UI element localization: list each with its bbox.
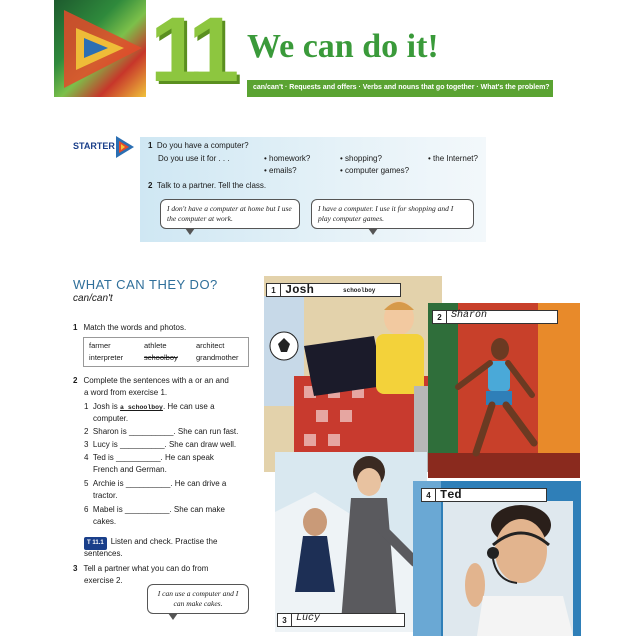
speech-tail — [168, 613, 178, 620]
photo-number: 2 — [433, 311, 447, 324]
exercise-1-text: Match the words and photos. — [83, 323, 187, 332]
sentence-text: Archie is — [92, 479, 126, 488]
photo-name: Josh — [285, 283, 314, 297]
photo-number: 3 — [278, 614, 292, 627]
option-internet: • the Internet? — [428, 154, 478, 163]
word-interpreter: interpreter — [89, 353, 124, 362]
photo-label-4 — [421, 488, 547, 502]
sentence-answer: a schoolboy — [120, 404, 163, 411]
starter-arrow-icon — [114, 134, 136, 160]
starter-q2-text: Talk to a partner. Tell the class. — [156, 181, 267, 190]
sentence-text: . He can use a — [162, 402, 215, 411]
photo-number: 1 — [267, 284, 281, 297]
sentence-6-cont: cakes. — [93, 517, 117, 526]
sentence-text: Ted is — [92, 453, 117, 462]
sentence-4-cont: French and German. — [93, 465, 167, 474]
exercise-3-line1: Tell a partner what you can do from — [83, 564, 209, 573]
sentence-text: Josh is — [92, 402, 121, 411]
speech-bubble-1 — [160, 199, 300, 229]
audio-track-badge[interactable]: T 11.1 — [84, 537, 107, 550]
word-schoolboy: schoolboy — [144, 353, 178, 362]
sentence-6 — [84, 504, 225, 515]
sentence-1 — [84, 401, 215, 413]
sentence-5-cont: tractor. — [93, 491, 118, 500]
page-title: We can do it! — [247, 28, 439, 65]
photo-name: Ted — [440, 488, 462, 502]
sentence-1-cont: computer. — [93, 414, 129, 423]
word-box — [83, 337, 249, 367]
sentence-text: __________. She can draw well. — [120, 440, 237, 449]
starter-label: STARTER — [73, 141, 115, 151]
starter-q1-line2: Do you use it for . . . — [158, 154, 230, 163]
arrow-graphic-icon — [54, 0, 146, 97]
sentence-number: 5 — [84, 479, 89, 488]
exercise-2-number: 2 — [73, 376, 78, 385]
photo-ted — [413, 481, 581, 636]
starter-q1-line1: Do you have a computer? — [156, 141, 249, 150]
sentence-2 — [84, 426, 238, 437]
sentence-number: 6 — [84, 505, 89, 514]
option-shopping: • shopping? — [340, 154, 382, 163]
exercise-3-line2: exercise 2. — [84, 576, 123, 585]
boy-on-bed-illustration — [264, 276, 442, 472]
listen-line1: Listen and check. Practise the — [110, 537, 218, 546]
option-homework: • homework? — [264, 154, 310, 163]
sentence-number: 4 — [84, 453, 89, 462]
sentence-number: 1 — [84, 402, 89, 411]
sentence-text: __________. She can make — [124, 505, 225, 514]
exercise-2-line1: Complete the sentences with a or an and — [83, 376, 229, 385]
photo-name: Lucy — [296, 613, 321, 624]
word-architect: architect — [196, 341, 225, 350]
architect-drawing-illustration — [275, 452, 427, 632]
word-farmer: farmer — [89, 341, 111, 350]
sentence-text: Lucy is — [92, 440, 121, 449]
photo-answer: schoolboy — [343, 287, 376, 294]
speech-bubble-3 — [147, 584, 249, 614]
sentence-4 — [84, 452, 214, 463]
exercise-3-number: 3 — [73, 564, 78, 573]
option-computer-games: • computer games? — [340, 166, 409, 175]
word-grandmother: grandmother — [196, 353, 239, 362]
photo-name: Sharon — [451, 310, 488, 321]
sentence-3 — [84, 439, 236, 450]
photo-number: 4 — [422, 489, 436, 502]
topics-bar: can/can't · Requests and offers · Verbs and nouns that go together · What's the problem? — [247, 80, 553, 97]
athlete-running-illustration — [428, 303, 580, 478]
speech-bubble-3-text: I can use a computer and I can make cakes. — [157, 589, 239, 608]
sentence-text: __________. He can drive a — [125, 479, 227, 488]
unit-header-graphic — [54, 0, 146, 97]
exercise-1-number: 1 — [73, 323, 78, 332]
speech-bubble-2-text: I have a computer. I use it for shopping and I play computer games. — [318, 204, 454, 223]
photo-sharon — [428, 303, 580, 478]
sentence-number: 2 — [84, 427, 89, 436]
photo-josh — [264, 276, 442, 472]
speech-tail — [185, 228, 195, 235]
sentence-5 — [84, 478, 226, 489]
speech-bubble-2 — [311, 199, 474, 229]
sentence-text: Mabel is — [92, 505, 125, 514]
photo-label-2 — [432, 310, 558, 324]
speech-bubble-1-text: I don't have a computer at home but I use the computer at work. — [167, 204, 292, 223]
section-title: WHAT CAN THEY DO? — [73, 277, 218, 292]
unit-number: 11 — [150, 0, 232, 101]
sentence-number: 3 — [84, 440, 89, 449]
exercise-2-line2: a word from exercise 1. — [84, 388, 168, 397]
photo-lucy — [275, 452, 427, 632]
sentence-text: __________. She can run fast. — [128, 427, 239, 436]
photo-label-3 — [277, 613, 405, 627]
sentence-text: Sharon is — [92, 427, 129, 436]
option-emails: • emails? — [264, 166, 297, 175]
section-subtitle: can/can't — [73, 293, 113, 304]
photo-label-1 — [266, 283, 401, 297]
interpreter-headset-illustration — [413, 481, 581, 636]
sentence-text: __________. He can speak — [116, 453, 214, 462]
speech-tail — [368, 228, 378, 235]
word-athlete: athlete — [144, 341, 167, 350]
starter-q2-number: 2 — [148, 181, 153, 190]
listen-line2: sentences. — [84, 549, 123, 558]
starter-q1-number: 1 — [148, 141, 153, 150]
